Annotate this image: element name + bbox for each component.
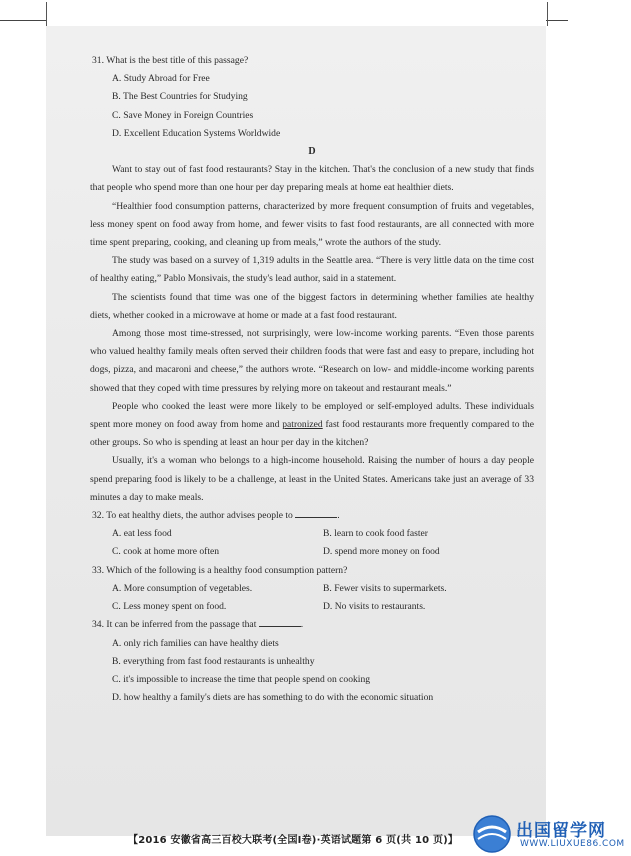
q33-option-b: B. Fewer visits to supermarkets. — [323, 582, 447, 594]
q31-option-b: B. The Best Countries for Studying — [112, 91, 248, 103]
q33-option-a: A. More consumption of vegetables. — [112, 582, 253, 594]
q32-line: 32. To eat healthy diets, the author advises people to . — [90, 507, 534, 525]
crop-line-left — [0, 20, 46, 21]
q32-options-row-2 — [90, 543, 534, 561]
q34-stem: 34. It can be inferred from the passage that — [92, 619, 257, 631]
q34-option-c: C. it's impossible to increase the time that people spend on cooking — [112, 673, 371, 685]
para6-before: People who cooked the least were more likely to be employed or self-employed adults. These individuals spent more money on food away from home and — [90, 400, 534, 431]
passage-paragraph: Want to stay out of fast food restaurants? Stay in the kitchen. That's the conclusion of a new study that finds that people who spend more than one hour per day preparing meals at home eat healthier diets. — [90, 164, 534, 194]
globe-icon — [470, 812, 514, 856]
page-footer: 【2016 安徽省高三百校大联考(全国Ⅰ卷)·英语试题第 6 页(共 10 页)】 — [128, 835, 459, 846]
q34-option-a: A. only rich families can have healthy diets — [112, 637, 279, 649]
q33-options-row-2 — [90, 598, 534, 616]
exam-content — [90, 52, 534, 707]
q33-options-row-1 — [90, 580, 534, 598]
passage-paragraph-7: Usually, it's a woman who belongs to a high-income household. Raising the number of hours a day people spend preparing food is likely to be a challenge, at least in the United States. Americans take just an average of 33 minutes a day to make meals. — [90, 455, 534, 503]
q32-option-c: C. cook at home more often — [112, 546, 220, 558]
q32-option-b: B. learn to cook food faster — [323, 528, 428, 540]
crop-line-right — [546, 20, 568, 21]
q31-option-c: C. Save Money in Foreign Countries — [112, 109, 254, 121]
q34-option-d: D. how healthy a family's diets are has something to do with the economic situation — [112, 692, 434, 704]
passage-paragraph: “Healthier food consumption patterns, characterized by more frequent consumption of fruits and vegetables, less money spent on food away from home, and fewer visits to fast food restaurants, are all connected with more time spent preparing, cooking, and cleaning up from meals,” wrote the authors of the study. — [90, 200, 534, 249]
section-label: D — [308, 146, 316, 158]
answer-blank — [295, 507, 337, 518]
passage-paragraph: The study was based on a survey of 1,319 adults in the Seattle area. “There is very little data on the time cost of healthy eating,” Pablo Monsivais, the study's lead author, said in a statement. — [90, 255, 534, 285]
q31-option-a: A. Study Abroad for Free — [112, 73, 210, 85]
page-frame — [46, 2, 548, 26]
site-logo[interactable] — [470, 812, 630, 856]
answer-blank — [259, 616, 301, 627]
logo-url: WWW.LIUXUE86.COM — [520, 839, 625, 849]
underlined-word: patronized — [282, 419, 323, 431]
para6-after: fast food restaurants more frequently compared to the other groups. So who is spending at least an hour per day in the kitchen? — [90, 419, 534, 449]
q32-option-d: D. spend more money on food — [323, 546, 440, 558]
q33-option-d: D. No visits to restaurants. — [323, 601, 426, 613]
q34-option-b: B. everything from fast food restaurants is unhealthy — [112, 655, 315, 667]
logo-name: 出国留学网 — [516, 821, 606, 841]
q32-option-a: A. eat less food — [112, 528, 172, 540]
q31-stem: 31. What is the best title of this passage? — [92, 55, 249, 66]
q33-option-c: C. Less money spent on food. — [112, 601, 227, 613]
passage-paragraph: Among those most time-stressed, not surprisingly, were low-income working parents. “Even those parents who valued healthy family meals often served their children foods that were fast and easy to prepare, including hot dogs, pizza, and macaroni and cheese,” the authors wrote. “Research on low- and middle-income working parents showed that they coped with time pressures by relying more on takeout and restaurant meals.” — [90, 328, 534, 394]
passage-paragraph: The scientists found that time was one of the biggest factors in determining whether families ate healthy diets, whether cooked in a microwave at home or made at a fast food restaurant. — [90, 291, 534, 321]
q34-line: 34. It can be inferred from the passage that . — [90, 616, 534, 634]
q32-options-row-1 — [90, 525, 534, 543]
q33-stem: 33. Which of the following is a healthy food consumption pattern? — [92, 564, 348, 576]
passage-paragraph-6 — [90, 398, 534, 453]
q31-option-d: D. Excellent Education Systems Worldwide — [112, 127, 281, 139]
q32-stem: 32. To eat healthy diets, the author advises people to — [92, 510, 293, 522]
